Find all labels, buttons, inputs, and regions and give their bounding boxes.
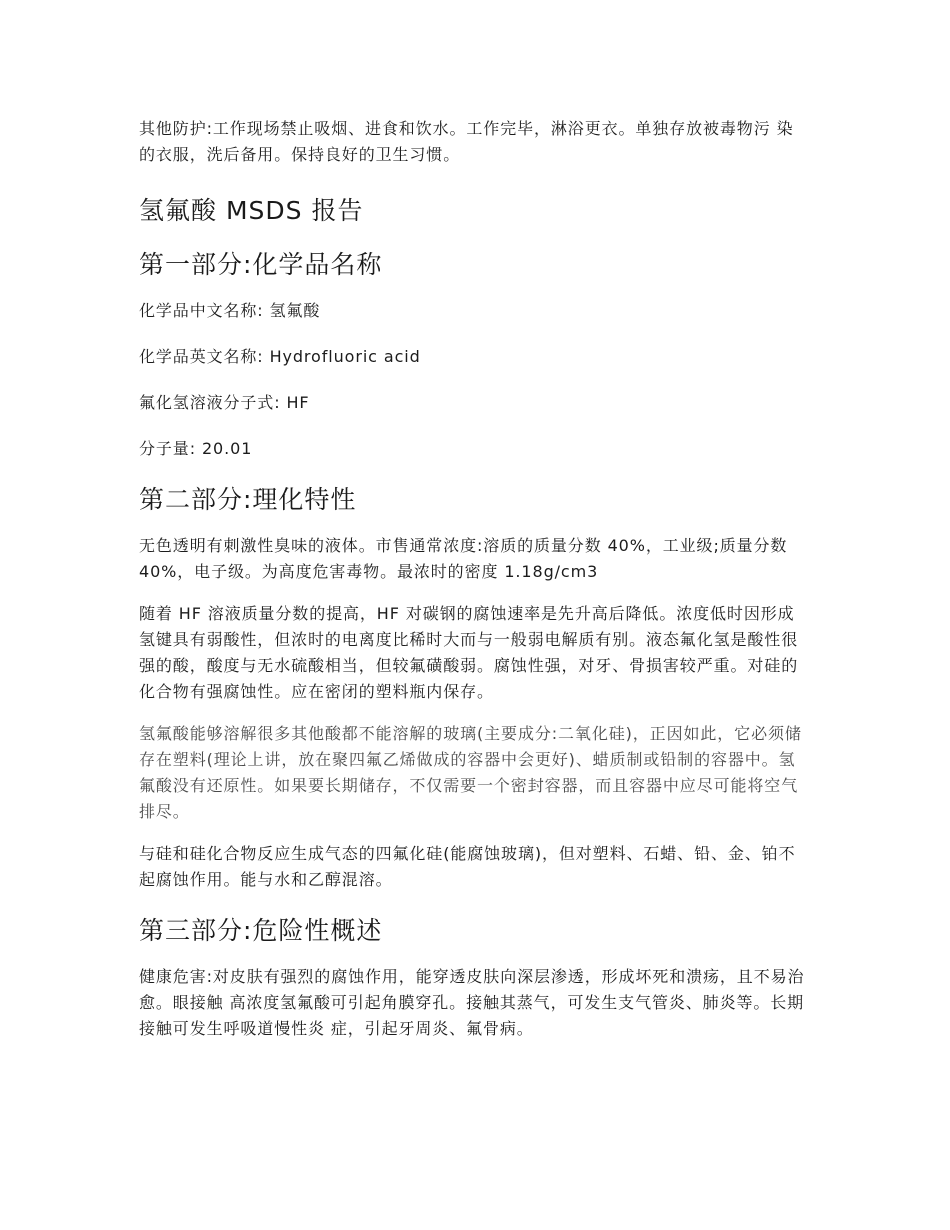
section2-paragraph-4: 与硅和硅化合物反应生成气态的四氟化硅(能腐蚀玻璃)，但对塑料、石蜡、铅、金、铂不起腐蚀作用。能与水和乙醇混溶。 xyxy=(139,844,796,889)
section2-paragraph-2: 随着 HF 溶液质量分数的提高，HF 对碳钢的腐蚀速率是先升高后降低。浓度低时因形成氢键具有弱酸性，但浓时的电离度比稀时大而与一般弱电解质有别。液态氟化氢是酸性很强的酸，酸度与无水硫酸相当，但较氟磺酸弱。腐蚀性强，对牙、骨损害较严重。对硅的化合物有强腐蚀性。应在密闭的塑料瓶内保存。 xyxy=(139,604,799,701)
document-page xyxy=(139,116,809,1042)
field-chinese-name: 化学品中文名称: 氢氟酸 xyxy=(139,301,321,320)
field-english-name: 化学品英文名称: Hydrofluoric acid xyxy=(139,347,421,366)
intro-paragraph: 其他防护:工作现场禁止吸烟、进食和饮水。工作完毕，淋浴更衣。单独存放被毒物污 染的衣服，洗后备用。保持良好的卫生习惯。 xyxy=(139,119,794,164)
field-formula: 氟化氢溶液分子式: HF xyxy=(139,393,310,412)
section3-paragraph-1: 健康危害:对皮肤有强烈的腐蚀作用，能穿透皮肤向深层渗透，形成坏死和溃疡，且不易治愈。眼接触 高浓度氢氟酸可引起角膜穿孔。接触其蒸气，可发生支气管炎、肺炎等。长期接触可发生呼吸道慢性炎 症，引起牙周炎、氟骨病。 xyxy=(139,967,805,1038)
report-title: 氢氟酸 MSDS 报告 xyxy=(139,196,364,225)
section2-heading: 第二部分:理化特性 xyxy=(139,485,357,514)
section2-paragraph-3: 氢氟酸能够溶解很多其他酸都不能溶解的玻璃(主要成分:二氧化硅)，正因如此，它必须储存在塑料(理论上讲，放在聚四氟乙烯做成的容器中会更好)、蜡质制或铅制的容器中。氢氟酸没有还原性。如果要长期储存，不仅需要一个密封容器，而且容器中应尽可能将空气排尽。 xyxy=(139,724,802,821)
section2-paragraph-1: 无色透明有刺激性臭味的液体。市售通常浓度:溶质的质量分数 40%，工业级;质量分数 40%，电子级。为高度危害毒物。最浓时的密度 1.18g/cm3 xyxy=(139,536,788,581)
field-molecular-weight: 分子量: 20.01 xyxy=(139,439,253,458)
section1-heading: 第一部分:化学品名称 xyxy=(139,250,383,279)
section3-heading: 第三部分:危险性概述 xyxy=(139,916,383,945)
